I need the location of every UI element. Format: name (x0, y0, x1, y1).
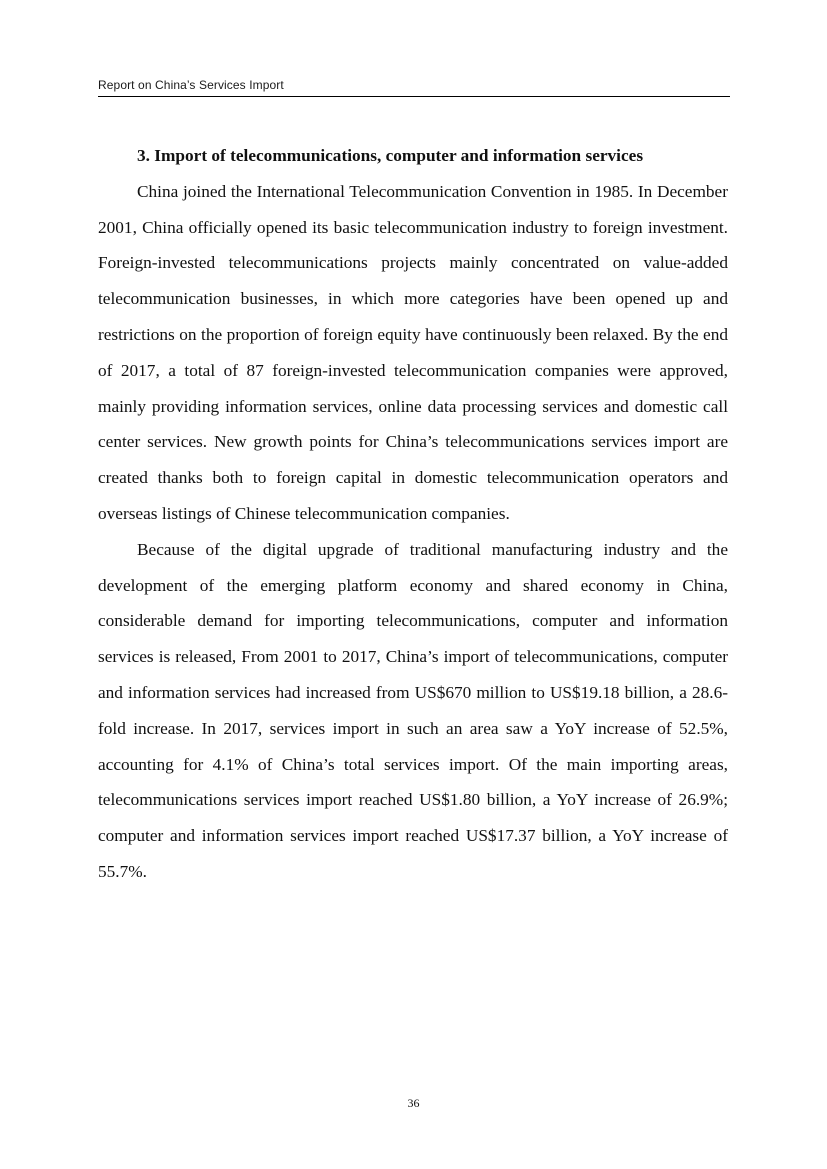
page-number: 36 (407, 1096, 420, 1110)
running-header (98, 78, 730, 97)
section-body (98, 138, 728, 890)
paragraph-import-growth: Because of the digital upgrade of traditional manufacturing industry and the development of the emerging platform economy and shared economy in China, considerable demand for importing telecommunications, computer and information services is released, From 2001 to 2017, China’s import of telecommunications, computer and information services had increased from US$670 million to US$19.18 billion, a 28.6-fold increase. In 2017, services import in such an area saw a YoY increase of 52.5%, accounting for 4.1% of China’s total services import. Of the main importing areas, telecommunications services import reached US$1.80 billion, a YoY increase of 26.9%; computer and information services import reached US$17.37 billion, a YoY increase of 55.7%. (98, 539, 728, 881)
running-header-title: Report on China’s Services Import (98, 78, 284, 92)
section-heading: 3. Import of telecommunications, computer and information services (137, 146, 644, 165)
paragraph-telecom-opening: China joined the International Telecommunication Convention in 1985. In December 2001, China officially opened its basic telecommunication industry to foreign investment. Foreign-invested telecommunications projects mainly concentrated on value-added telecommunication businesses, in which more categories have been opened up and restrictions on the proportion of foreign equity have continuously been relaxed. By the end of 2017, a total of 87 foreign-invested telecommunication companies were approved, mainly providing information services, online data processing services and domestic call center services. New growth points for China’s telecommunications services import are created thanks both to foreign capital in domestic telecommunication operators and overseas listings of Chinese telecommunication companies. (98, 181, 728, 523)
